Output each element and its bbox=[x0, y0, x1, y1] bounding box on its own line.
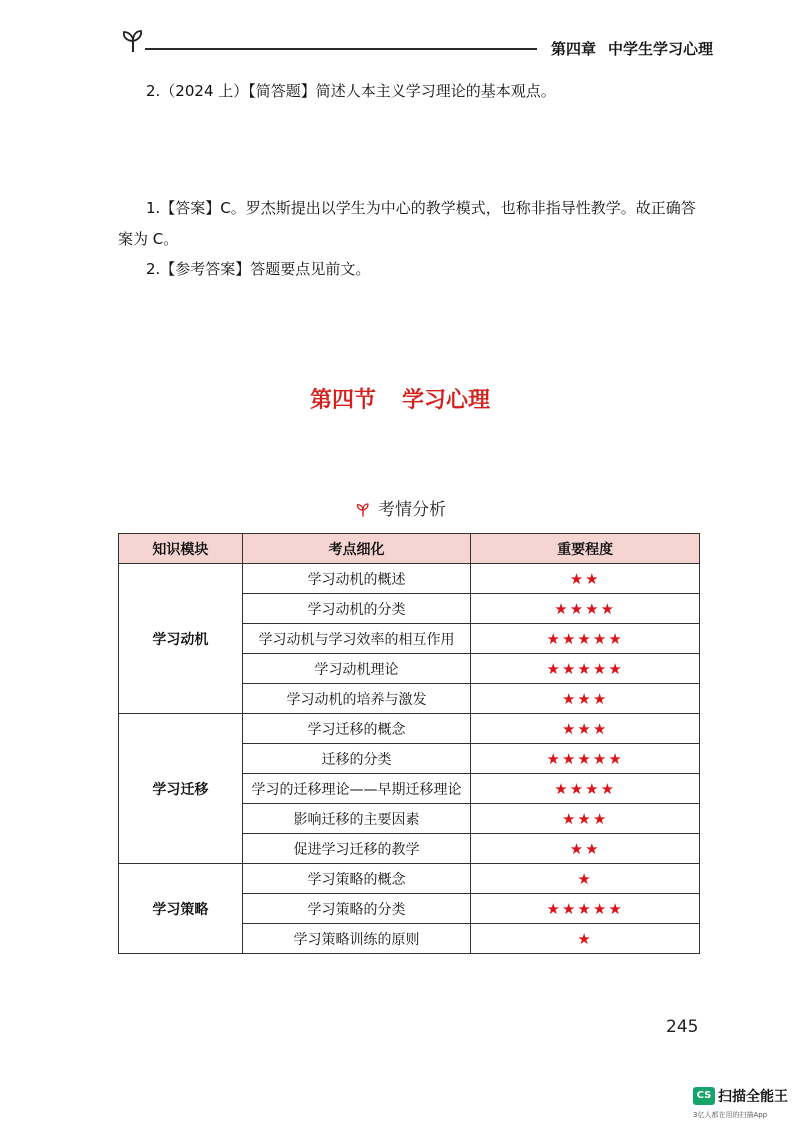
point-cell: 学习动机的概述 bbox=[242, 564, 471, 594]
section-number: 第四节 bbox=[309, 388, 376, 413]
scanner-tagline: 3亿人都在用的扫描App bbox=[693, 1111, 768, 1119]
header-importance: 重要程度 bbox=[471, 534, 700, 564]
point-cell: 学习迁移的概念 bbox=[242, 714, 471, 744]
stars-cell: ★ bbox=[471, 864, 700, 894]
stars-cell: ★★★ bbox=[471, 714, 700, 744]
module-cell: 学习策略 bbox=[119, 864, 243, 954]
module-cell: 学习动机 bbox=[119, 564, 243, 714]
question-2: 2.（2024 上）【简答题】简述人本主义学习理论的基本观点。 bbox=[146, 82, 556, 100]
point-cell: 学习动机的培养与激发 bbox=[242, 684, 471, 714]
analysis-title: 考情分析 bbox=[378, 500, 446, 520]
page-number: 245 bbox=[666, 1017, 699, 1037]
stars-cell: ★★★★★ bbox=[471, 744, 700, 774]
stars-cell: ★★★★★ bbox=[471, 894, 700, 924]
point-cell: 学习动机理论 bbox=[242, 654, 471, 684]
stars-cell: ★★★★ bbox=[471, 774, 700, 804]
scanner-logo-icon: CS bbox=[693, 1087, 715, 1105]
analysis-heading bbox=[0, 495, 800, 520]
analysis-table bbox=[118, 533, 700, 954]
chapter-heading bbox=[551, 38, 713, 59]
chapter-number: 第四章 bbox=[551, 40, 597, 58]
answer-1-line-2: 案为 C。 bbox=[118, 230, 179, 248]
point-cell: 迁移的分类 bbox=[242, 744, 471, 774]
stars-cell: ★★★ bbox=[471, 804, 700, 834]
scanner-name: 扫描全能王 bbox=[718, 1089, 788, 1105]
point-cell: 学习的迁移理论——早期迁移理论 bbox=[242, 774, 471, 804]
stars-cell: ★★ bbox=[471, 834, 700, 864]
sprout-icon bbox=[118, 28, 148, 54]
table-row bbox=[119, 564, 700, 594]
stars-cell: ★★★★ bbox=[471, 594, 700, 624]
point-cell: 影响迁移的主要因素 bbox=[242, 804, 471, 834]
header-rule bbox=[145, 48, 537, 50]
point-cell: 学习策略的分类 bbox=[242, 894, 471, 924]
point-cell: 学习动机的分类 bbox=[242, 594, 471, 624]
module-cell: 学习迁移 bbox=[119, 714, 243, 864]
stars-cell: ★★★★★ bbox=[471, 654, 700, 684]
header-point: 考点细化 bbox=[242, 534, 471, 564]
section-name: 学习心理 bbox=[402, 388, 491, 413]
table-header-row bbox=[119, 534, 700, 564]
sprout-icon bbox=[354, 502, 372, 518]
stars-cell: ★ bbox=[471, 924, 700, 954]
table-row bbox=[119, 714, 700, 744]
header-module: 知识模块 bbox=[119, 534, 243, 564]
point-cell: 学习策略的概念 bbox=[242, 864, 471, 894]
chapter-title: 中学生学习心理 bbox=[608, 40, 714, 58]
answer-2: 2.【参考答案】答题要点见前文。 bbox=[146, 260, 371, 278]
point-cell: 促进学习迁移的教学 bbox=[242, 834, 471, 864]
stars-cell: ★★★★★ bbox=[471, 624, 700, 654]
stars-cell: ★★ bbox=[471, 564, 700, 594]
point-cell: 学习策略训练的原则 bbox=[242, 924, 471, 954]
point-cell: 学习动机与学习效率的相互作用 bbox=[242, 624, 471, 654]
section-title bbox=[0, 383, 800, 414]
table-row bbox=[119, 864, 700, 894]
stars-cell: ★★★ bbox=[471, 684, 700, 714]
answer-1-line-1: 1.【答案】C。罗杰斯提出以学生为中心的教学模式，也称非指导性教学。故正确答 bbox=[146, 199, 696, 217]
